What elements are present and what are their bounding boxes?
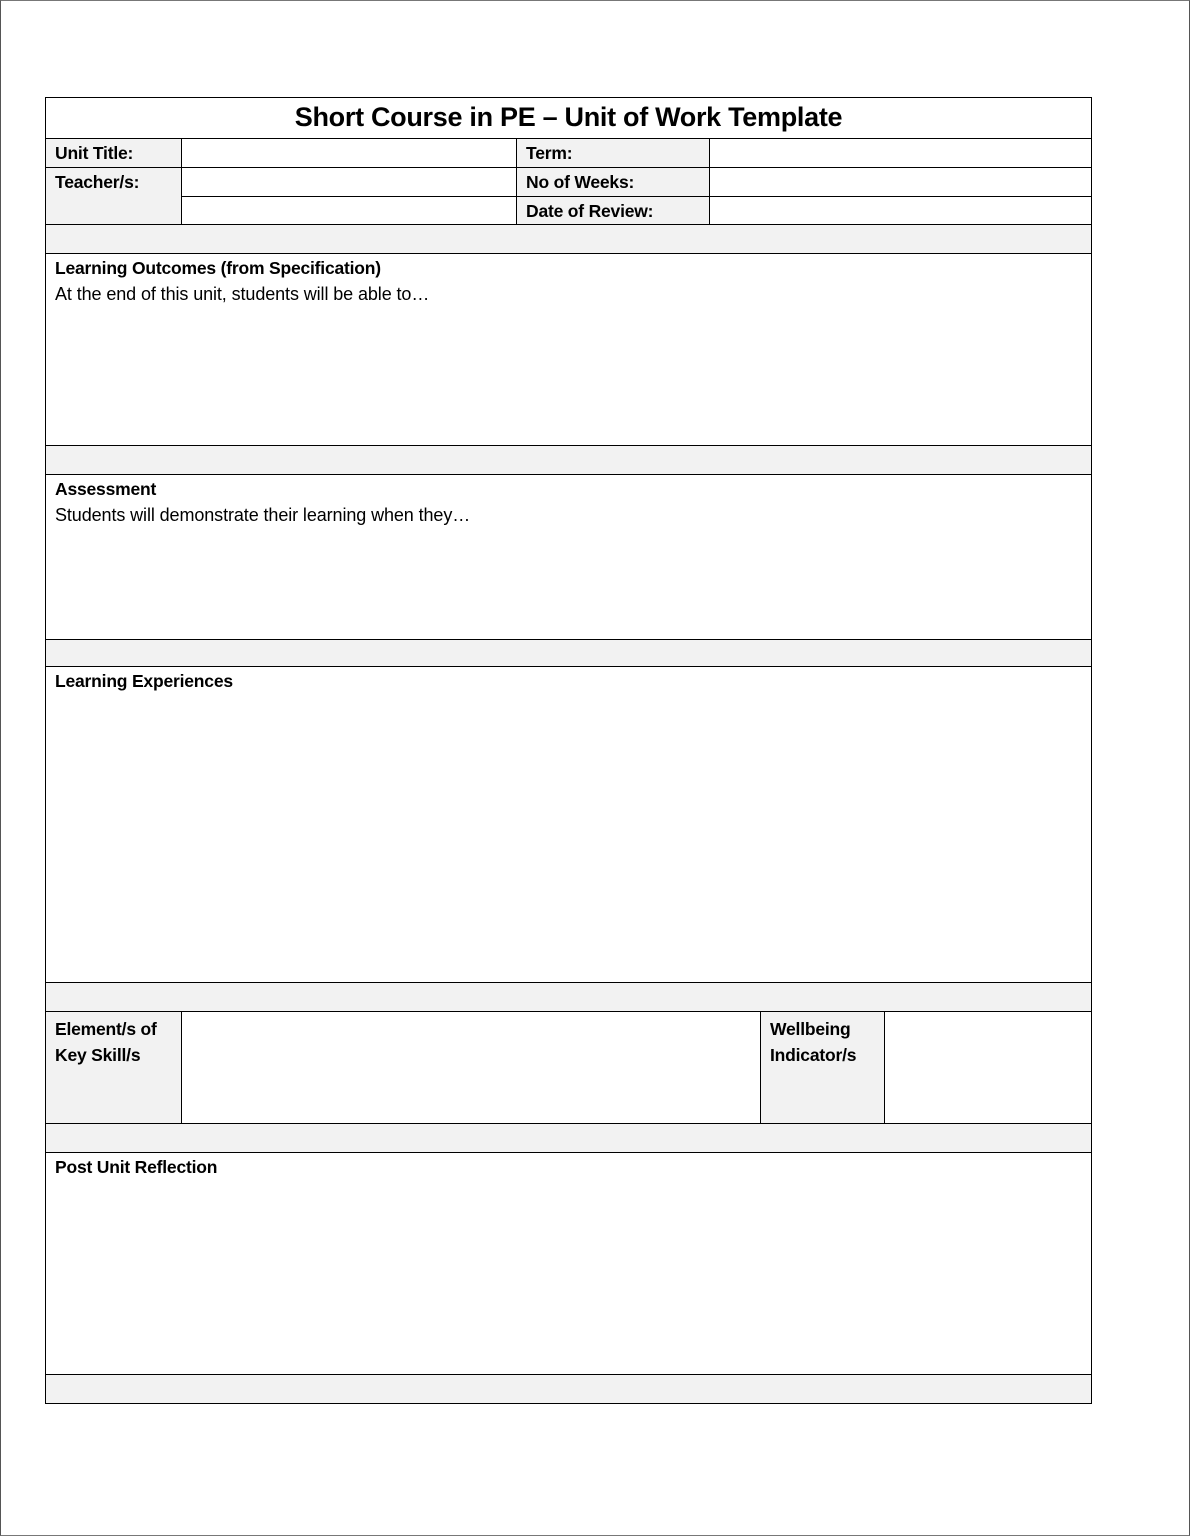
weeks-label-cell xyxy=(516,167,710,197)
key-skills-field[interactable] xyxy=(181,1011,761,1124)
reflection-label: Post Unit Reflection xyxy=(55,1157,218,1177)
unit-title-label: Unit Title: xyxy=(55,143,134,163)
spacer-row-5 xyxy=(45,1123,1092,1153)
key-skills-label-cell xyxy=(45,1011,182,1124)
term-label: Term: xyxy=(526,143,573,163)
learning-experiences-label: Learning Experiences xyxy=(55,671,233,691)
spacer-row-1 xyxy=(45,224,1092,254)
reflection-section[interactable] xyxy=(45,1152,1092,1375)
review-label-cell xyxy=(516,196,710,225)
unit-title-field[interactable] xyxy=(181,138,517,168)
spacer-row-2 xyxy=(45,445,1092,475)
wellbeing-field[interactable] xyxy=(884,1011,1092,1124)
learning-outcomes-prompt: At the end of this unit, students will be able to… xyxy=(55,284,430,304)
term-label-cell xyxy=(516,138,710,168)
assessment-label: Assessment xyxy=(55,479,157,499)
unit-title-label-cell xyxy=(45,138,182,168)
wellbeing-label-cell xyxy=(760,1011,885,1124)
unit-of-work-form xyxy=(45,97,1092,1404)
term-field[interactable] xyxy=(709,138,1092,168)
weeks-field[interactable] xyxy=(709,167,1092,197)
wellbeing-label: Wellbeing Indicator/s xyxy=(770,1019,857,1065)
learning-outcomes-label: Learning Outcomes (from Specification) xyxy=(55,258,381,278)
learning-outcomes-section[interactable] xyxy=(45,253,1092,446)
page-title: Short Course in PE – Unit of Work Template xyxy=(294,102,843,132)
spacer-row-3 xyxy=(45,639,1092,667)
teachers-label-cell xyxy=(45,167,182,225)
weeks-label: No of Weeks: xyxy=(526,172,635,192)
title-row xyxy=(45,97,1092,139)
assessment-prompt: Students will demonstrate their learning when they… xyxy=(55,505,471,525)
teachers-field-1[interactable] xyxy=(181,167,517,197)
key-skills-label: Element/s of Key Skill/s xyxy=(55,1019,157,1065)
spacer-row-4 xyxy=(45,982,1092,1012)
spacer-row-6 xyxy=(45,1374,1092,1404)
teachers-label: Teacher/s: xyxy=(55,172,140,192)
learning-experiences-section[interactable] xyxy=(45,666,1092,983)
teachers-field-2[interactable] xyxy=(181,196,517,225)
assessment-section[interactable] xyxy=(45,474,1092,640)
review-field[interactable] xyxy=(709,196,1092,225)
review-label: Date of Review: xyxy=(526,201,654,221)
